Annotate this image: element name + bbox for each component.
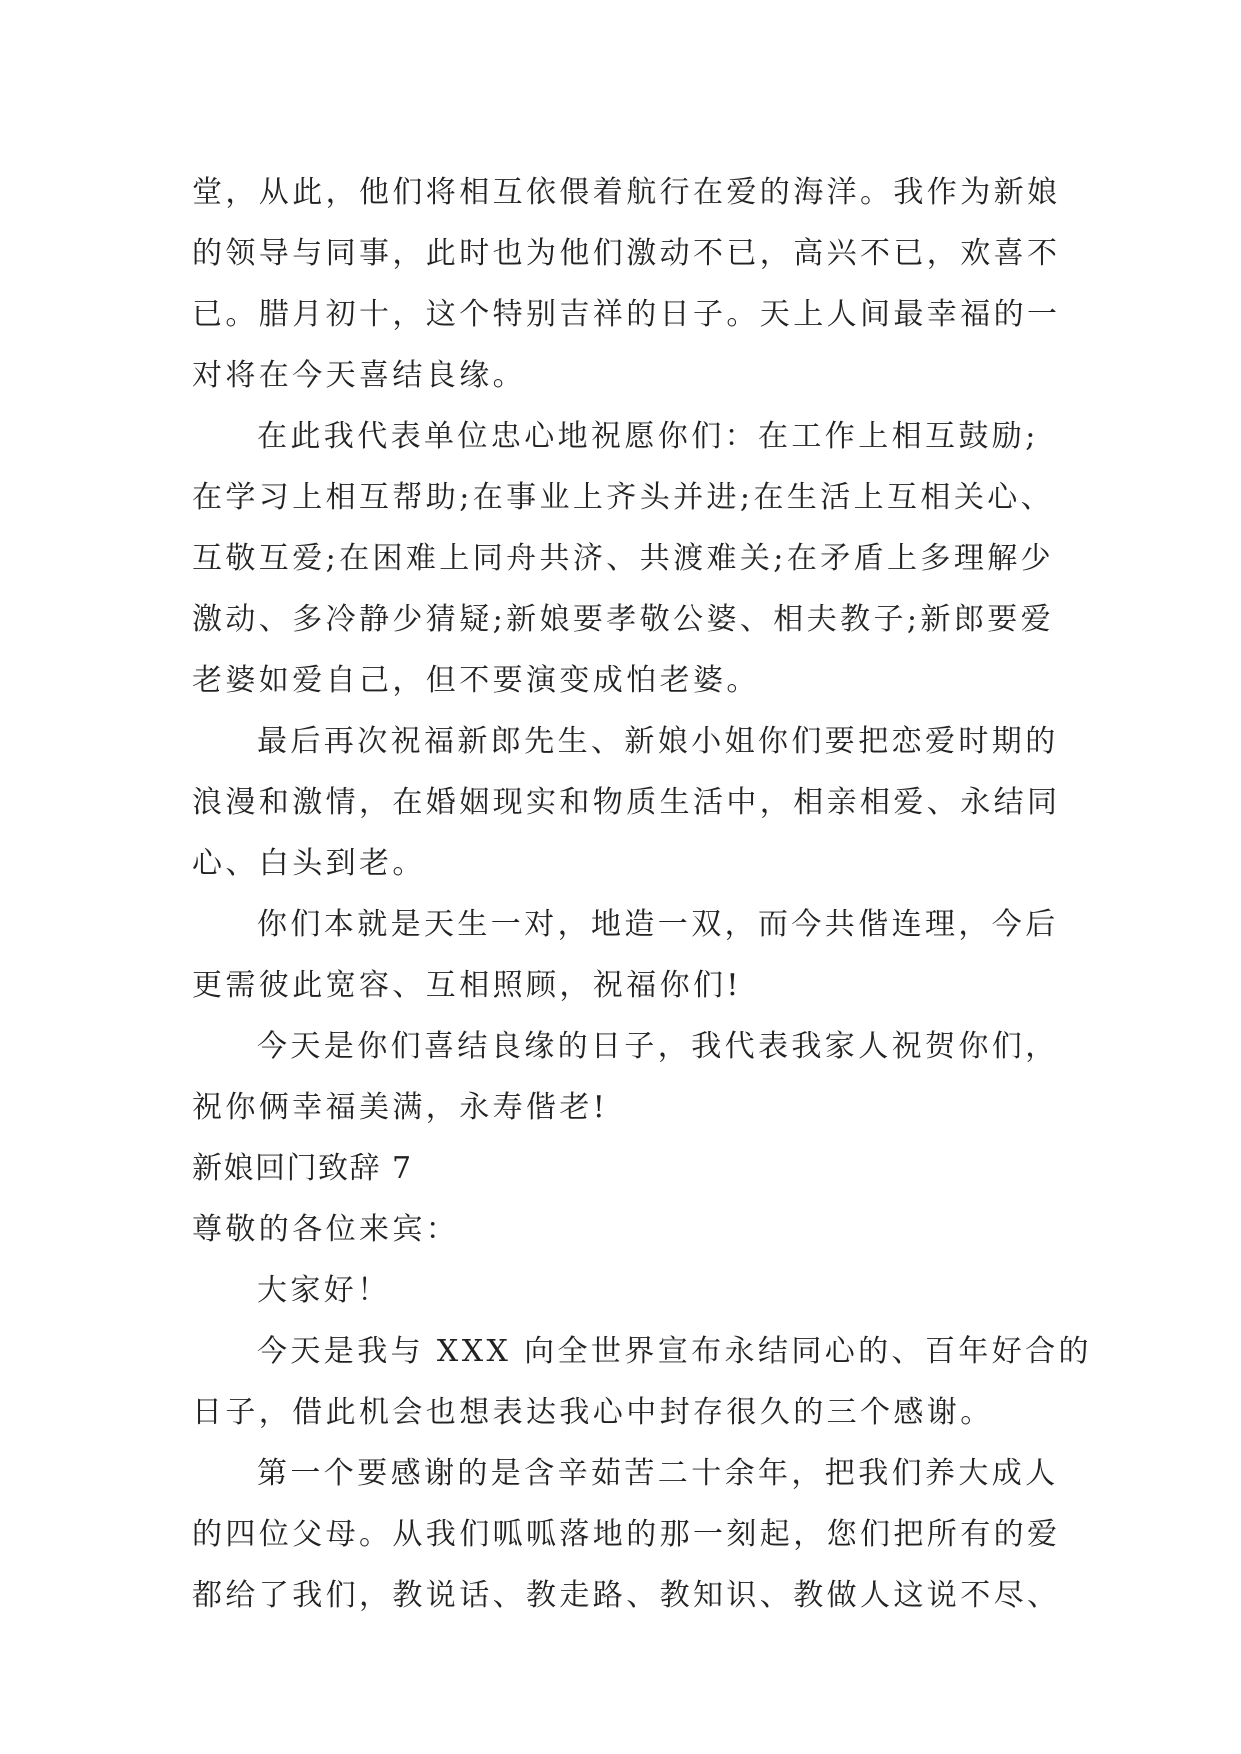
text-line: 第一个要感谢的是含辛茹苦二十余年，把我们养大成人 [257,1456,1059,1491]
text-line: 心、白头到老。 [192,846,426,881]
text-line: 都给了我们，教说话、教走路、教知识、教做人这说不尽、 [192,1578,1061,1613]
text-line: 今天是你们喜结良缘的日子，我代表我家人祝贺你们， [257,1029,1059,1064]
text-line: 今天是我与 XXX 向全世界宣布永结同心的、百年好合的 [257,1334,1092,1369]
text-line: 互敬互爱;在困难上同舟共济、共渡难关;在矛盾上多理解少 [192,541,1055,576]
text-line: 激动、多冷静少猜疑;新娘要孝敬公婆、相夫教子;新郎要爱 [192,602,1055,637]
text-line: 堂，从此，他们将相互依偎着航行在爱的海洋。我作为新娘 [192,175,1061,210]
text-line: 在学习上相互帮助;在事业上齐头并进;在生活上互相关心、 [192,480,1055,515]
section-heading: 新娘回门致辞 7 [192,1151,413,1186]
text-line: 的领导与同事，此时也为他们激动不已，高兴不已，欢喜不 [192,236,1061,271]
text-line: 日子，借此机会也想表达我心中封存很久的三个感谢。 [192,1395,994,1430]
text-line: 你们本就是天生一对，地造一双，而今共偕连理，今后 [257,907,1059,942]
text-line: 在此我代表单位忠心地祝愿你们：在工作上相互鼓励; [257,419,1039,454]
text-line: 浪漫和激情，在婚姻现实和物质生活中，相亲相爱、永结同 [192,785,1061,820]
text-line: 祝你俩幸福美满，永寿偕老! [192,1090,609,1125]
text-line: 已。腊月初十，这个特别吉祥的日子。天上人间最幸福的一 [192,297,1061,332]
salutation: 尊敬的各位来宾： [192,1212,460,1247]
text-line: 更需彼此宽容、互相照顾，祝福你们! [192,968,742,1003]
greeting: 大家好！ [257,1273,391,1308]
text-line: 老婆如爱自己，但不要演变成怕老婆。 [192,663,760,698]
text-line: 最后再次祝福新郎先生、新娘小姐你们要把恋爱时期的 [257,724,1059,759]
document-body [192,162,1092,1626]
text-line: 对将在今天喜结良缘。 [192,358,526,393]
text-line: 的四位父母。从我们呱呱落地的那一刻起，您们把所有的爱 [192,1517,1061,1552]
